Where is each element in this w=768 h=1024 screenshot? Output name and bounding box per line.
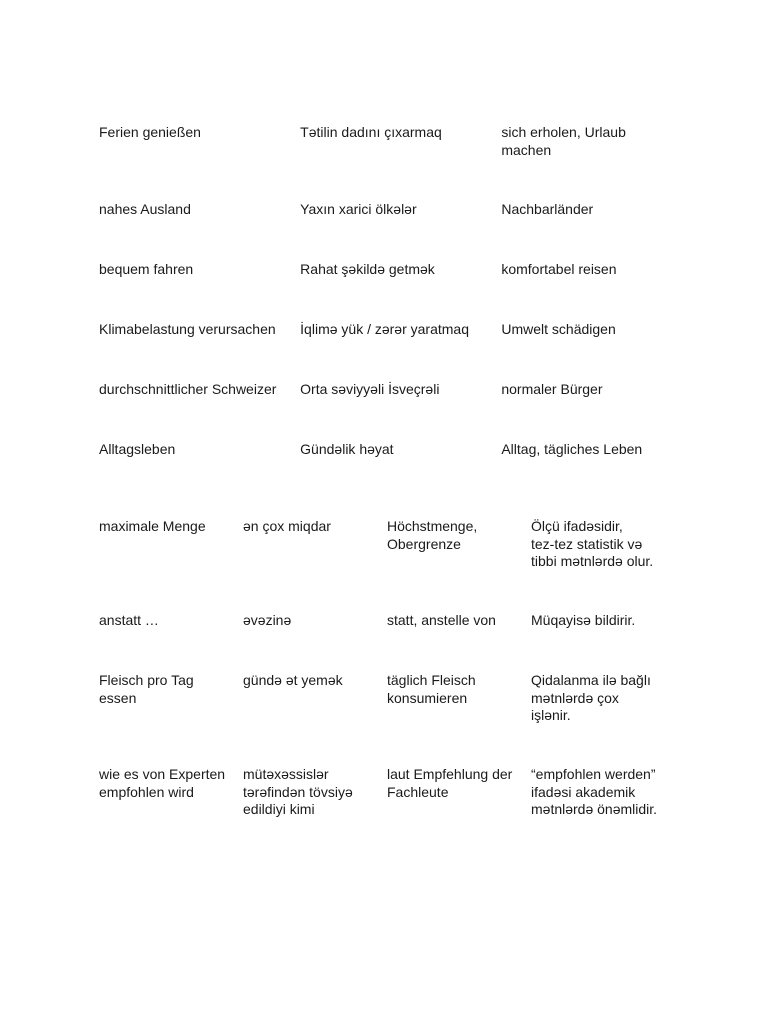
table-row — [99, 321, 689, 381]
azerbaijani-translation-cell: gündə ət yemək — [243, 672, 343, 688]
german-synonym-cell: Umwelt schädigen — [501, 321, 616, 337]
vocabulary-table-four-columns — [99, 518, 679, 826]
table-row — [99, 766, 679, 826]
azerbaijani-translation-cell: Gündəlik həyat — [300, 441, 394, 457]
german-phrase-cell: maximale Menge — [99, 518, 206, 534]
usage-note-cell: “empfohlen werden” ifadəsi akademik mətnlərdə önəmlidir. — [531, 766, 658, 817]
german-phrase-cell: Alltagsleben — [99, 441, 176, 457]
azerbaijani-translation-cell: Orta səviyyəli İsveçrəli — [300, 381, 440, 397]
german-synonym-cell: täglich Fleisch konsumieren — [387, 672, 476, 706]
german-synonym-cell: normaler Bürger — [501, 381, 603, 397]
german-synonym-cell: Nachbarländer — [501, 201, 594, 217]
azerbaijani-translation-cell: Yaxın xarici ölkələr — [300, 201, 417, 217]
usage-note-cell: Qidalanma ilə bağlı mətnlərdə çox işlənir. — [531, 672, 651, 723]
german-synonym-cell: laut Empfehlung der Fachleute — [387, 766, 513, 800]
german-phrase-cell: wie es von Experten empfohlen wird — [99, 766, 226, 800]
table-row — [99, 441, 689, 501]
german-synonym-cell: statt, anstelle von — [387, 612, 496, 628]
table-row — [99, 518, 679, 612]
german-phrase-cell: Ferien genießen — [99, 124, 201, 140]
table-row — [99, 201, 689, 261]
azerbaijani-translation-cell: Rahat şəkildə getmək — [300, 261, 435, 277]
german-synonym-cell: komfortabel reisen — [501, 261, 617, 277]
table-row — [99, 612, 679, 672]
german-synonym-cell: sich erholen, Urlaub machen — [501, 124, 626, 158]
german-synonym-cell: Alltag, tägliches Leben — [501, 441, 643, 457]
german-phrase-cell: Fleisch pro Tag essen — [99, 672, 194, 706]
german-phrase-cell: nahes Ausland — [99, 201, 191, 217]
table-row — [99, 381, 689, 441]
german-phrase-cell: durchschnittlicher Schweizer — [99, 381, 277, 397]
azerbaijani-translation-cell: mütəxəssislər tərəfindən tövsiyə edildiyi kimi — [243, 766, 353, 817]
table-row — [99, 124, 689, 201]
german-synonym-cell: Höchstmenge, Obergrenze — [387, 518, 478, 552]
usage-note-cell: Ölçü ifadəsidir, tez-tez statistik və tibbi mətnlərdə olur. — [531, 518, 654, 569]
azerbaijani-translation-cell: Tətilin dadını çıxarmaq — [300, 124, 442, 140]
azerbaijani-translation-cell: ən çox miqdar — [243, 518, 331, 534]
vocabulary-table-three-columns — [99, 124, 689, 501]
german-phrase-cell: anstatt … — [99, 612, 159, 628]
azerbaijani-translation-cell: İqlimə yük / zərər yaratmaq — [300, 321, 470, 337]
table-row — [99, 261, 689, 321]
german-phrase-cell: Klimabelastung verursachen — [99, 321, 276, 337]
table-row — [99, 672, 679, 766]
usage-note-cell: Müqayisə bildirir. — [531, 612, 636, 628]
german-phrase-cell: bequem fahren — [99, 261, 194, 277]
azerbaijani-translation-cell: əvəzinə — [243, 612, 292, 628]
